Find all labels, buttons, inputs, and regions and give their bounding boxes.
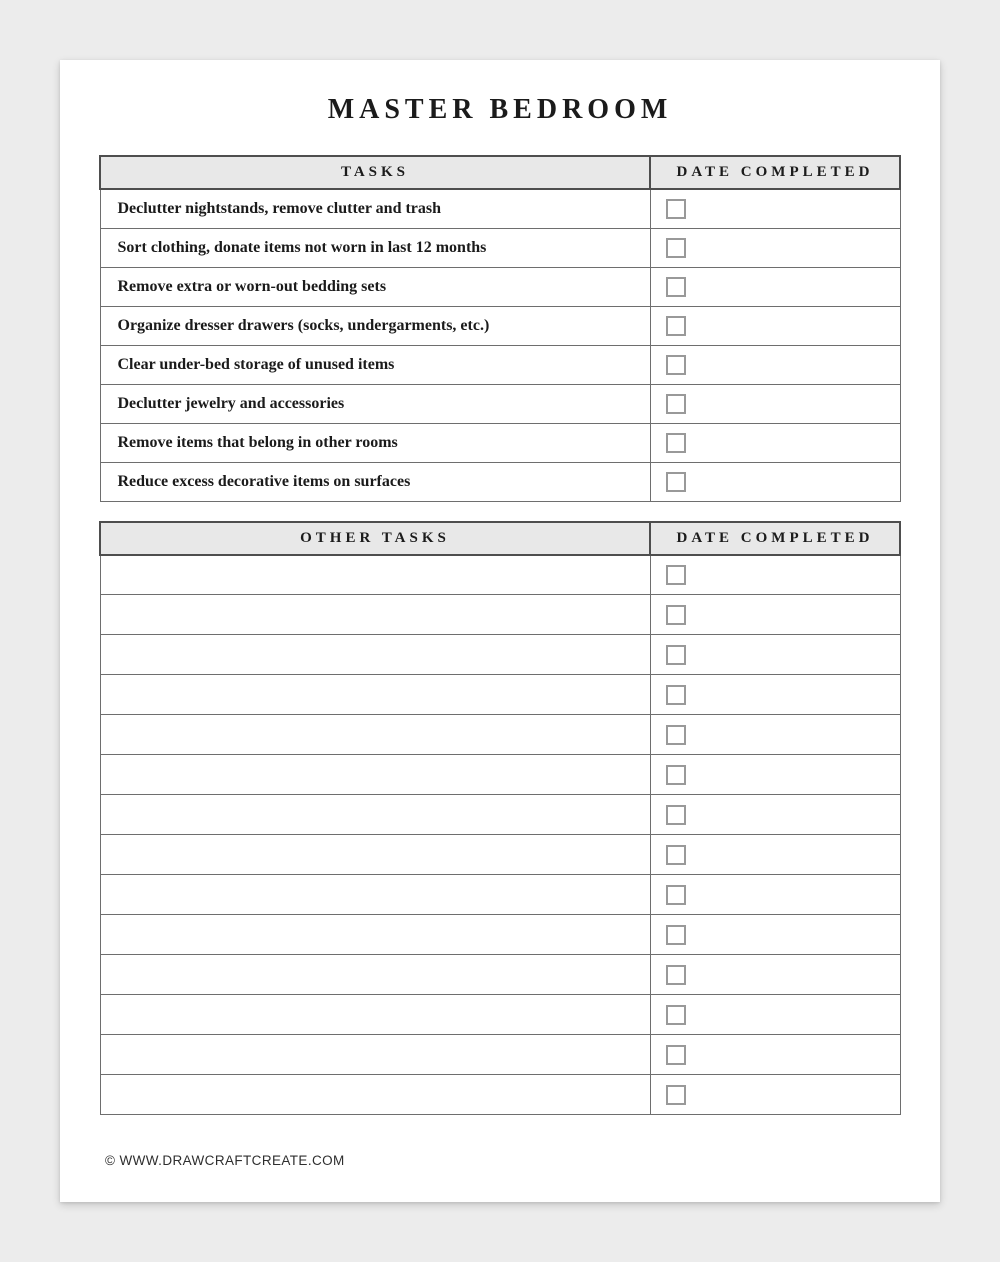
table-row (100, 755, 900, 795)
table-row (100, 635, 900, 675)
table-row (100, 462, 900, 501)
tasks-table (99, 155, 901, 502)
date-completed-cell (650, 1035, 900, 1075)
task-cell (100, 267, 650, 306)
checkbox[interactable] (666, 605, 686, 625)
date-completed-cell (650, 755, 900, 795)
date-completed-cell (650, 835, 900, 875)
date-completed-cell (650, 1075, 900, 1115)
checkbox[interactable] (666, 765, 686, 785)
task-cell (100, 423, 650, 462)
checkbox[interactable] (666, 1005, 686, 1025)
table-row (100, 835, 900, 875)
empty-task-cell (100, 795, 650, 835)
checkbox[interactable] (666, 472, 686, 492)
tasks-table-header-row (100, 156, 900, 189)
checkbox[interactable] (666, 925, 686, 945)
date-completed-cell (650, 795, 900, 835)
table-row (100, 995, 900, 1035)
checkbox[interactable] (666, 965, 686, 985)
table-row (100, 795, 900, 835)
empty-task-cell (100, 1075, 650, 1115)
table-row (100, 306, 900, 345)
table-row (100, 228, 900, 267)
empty-task-cell (100, 555, 650, 595)
table-row (100, 345, 900, 384)
checkbox[interactable] (666, 725, 686, 745)
date-completed-column-header: DATE COMPLETED (650, 522, 900, 555)
date-completed-cell (650, 915, 900, 955)
table-row (100, 595, 900, 635)
table-row (100, 1035, 900, 1075)
empty-task-cell (100, 995, 650, 1035)
date-completed-cell (650, 462, 900, 501)
date-completed-cell (650, 423, 900, 462)
page-title: MASTER BEDROOM (327, 94, 673, 125)
checkbox[interactable] (666, 277, 686, 297)
table-row (100, 423, 900, 462)
task-label: Declutter jewelry and accessories (117, 394, 345, 412)
table-row (100, 189, 900, 228)
tasks-column-header: TASKS (100, 156, 650, 189)
copyright-text: © WWW.DRAWCRAFTCREATE.COM (105, 1153, 345, 1168)
task-label: Organize dresser drawers (socks, undergarments, etc.) (117, 316, 490, 334)
tasks-table-body (100, 189, 900, 501)
checkbox[interactable] (666, 805, 686, 825)
checkbox[interactable] (666, 199, 686, 219)
task-label: Remove extra or worn-out bedding sets (117, 277, 387, 295)
empty-task-cell (100, 1035, 650, 1075)
date-completed-cell (650, 555, 900, 595)
checkbox[interactable] (666, 433, 686, 453)
empty-task-cell (100, 595, 650, 635)
other-tasks-header-row (100, 522, 900, 555)
task-label: Reduce excess decorative items on surfaces (117, 472, 411, 490)
date-completed-cell (650, 955, 900, 995)
checkbox[interactable] (666, 1045, 686, 1065)
date-completed-cell (650, 228, 900, 267)
document-page (60, 60, 940, 1202)
table-row (100, 955, 900, 995)
checkbox[interactable] (666, 238, 686, 258)
table-row (100, 1075, 900, 1115)
date-completed-cell (650, 635, 900, 675)
table-row (100, 715, 900, 755)
empty-task-cell (100, 875, 650, 915)
date-completed-cell (650, 675, 900, 715)
empty-task-cell (100, 715, 650, 755)
task-cell (100, 345, 650, 384)
date-completed-cell (650, 267, 900, 306)
task-cell (100, 228, 650, 267)
empty-task-cell (100, 835, 650, 875)
date-completed-cell (650, 306, 900, 345)
date-completed-cell (650, 384, 900, 423)
table-row (100, 875, 900, 915)
date-completed-cell (650, 345, 900, 384)
date-completed-cell (650, 995, 900, 1035)
date-completed-cell (650, 189, 900, 228)
task-cell (100, 462, 650, 501)
table-row (100, 555, 900, 595)
date-completed-cell (650, 715, 900, 755)
table-row (100, 915, 900, 955)
table-row (100, 267, 900, 306)
empty-task-cell (100, 675, 650, 715)
checkbox[interactable] (666, 565, 686, 585)
task-cell (100, 306, 650, 345)
empty-task-cell (100, 915, 650, 955)
date-completed-cell (650, 875, 900, 915)
task-label: Sort clothing, donate items not worn in last 12 months (117, 238, 487, 256)
empty-task-cell (100, 955, 650, 995)
date-completed-column-header: DATE COMPLETED (650, 156, 900, 189)
task-label: Declutter nightstands, remove clutter and trash (117, 199, 442, 217)
empty-task-cell (100, 635, 650, 675)
other-tasks-table-body (100, 555, 900, 1115)
empty-task-cell (100, 755, 650, 795)
task-label: Clear under-bed storage of unused items (117, 355, 395, 373)
checkbox[interactable] (666, 685, 686, 705)
checkbox[interactable] (666, 885, 686, 905)
other-tasks-table (99, 521, 901, 1116)
checkbox[interactable] (666, 1085, 686, 1105)
checkbox[interactable] (666, 845, 686, 865)
table-row (100, 384, 900, 423)
task-cell (100, 384, 650, 423)
checkbox[interactable] (666, 316, 686, 336)
checkbox[interactable] (666, 355, 686, 375)
date-completed-cell (650, 595, 900, 635)
table-row (100, 675, 900, 715)
checkbox[interactable] (666, 645, 686, 665)
other-tasks-column-header: OTHER TASKS (100, 522, 650, 555)
task-label: Remove items that belong in other rooms (117, 433, 398, 451)
checkbox[interactable] (666, 394, 686, 414)
task-cell (100, 189, 650, 228)
